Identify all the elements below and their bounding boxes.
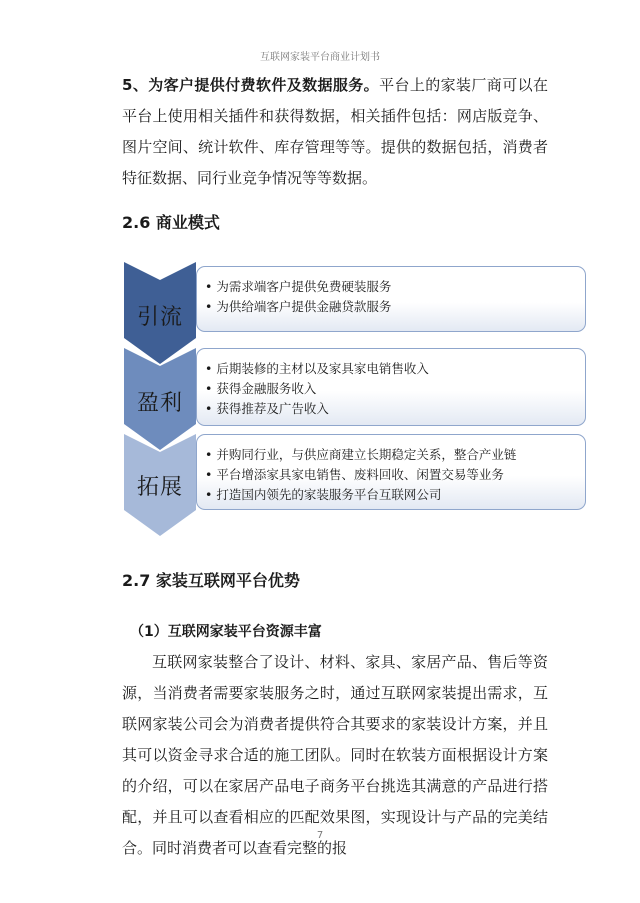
- intro-text: 平台上的家装厂商可以在平台上使用相关插件和获得数据，相关插件包括：网店版竞争、图片空间、统计软件、库存管理等等。提供的数据包括，消费者特征数据、同行业竞争情况等等数据。: [122, 76, 548, 187]
- stage-item: • 打造国内领先的家装服务平台互联网公司: [205, 485, 585, 505]
- section-2-7-title: 2.7 家装互联网平台优势: [122, 571, 300, 590]
- stage-label-expansion: 拓展: [136, 475, 183, 500]
- stage-item: • 平台增添家具家电销售、废料回收、闲置交易等业务: [205, 465, 585, 485]
- stage-item: • 为需求端客户提供免费硬装服务: [205, 277, 585, 297]
- stage-label-traffic: 引流: [136, 305, 183, 330]
- stage-item: • 后期装修的主材以及家具家电销售收入: [205, 359, 585, 379]
- intro-lead: 5、为客户提供付费软件及数据服务。: [122, 76, 380, 94]
- stage-box-profit: [196, 348, 586, 426]
- stage-label-profit: 盈利: [136, 391, 183, 416]
- section-2-6-title: 2.6 商业模式: [122, 213, 220, 232]
- stage-box-traffic: [196, 266, 586, 332]
- stage-item: • 获得金融服务收入: [205, 379, 585, 399]
- stage-item: • 为供给端客户提供金融贷款服务: [205, 297, 585, 317]
- stage-box-expansion: [196, 434, 586, 510]
- intro-paragraph: [122, 70, 548, 194]
- stage-item: • 并购同行业，与供应商建立长期稳定关系，整合产业链: [205, 445, 585, 465]
- stage-item: • 获得推荐及广告收入: [205, 399, 585, 419]
- page-header: 互联网家装平台商业计划书: [260, 52, 380, 63]
- subsection-1-title: （1）互联网家装平台资源丰富: [130, 624, 322, 640]
- business-model-diagram: [124, 262, 594, 542]
- body-paragraph: 互联网家装整合了设计、材料、家具、家居产品、售后等资源，当消费者需要家装服务之时，通过互联网家装提出需求，互联网家装公司会为消费者提供符合其要求的家装设计方案，并且其可以资金寻求合适的施工团队。同时在软装方面根据设计方案的介绍，可以在家居产品电子商务平台挑选其满意的产品进行搭配，并且可以查看相应的匹配效果图，实现设计与产品的完美结合。同时消费者可以查看完整的报: [122, 653, 548, 857]
- page-number: 7: [316, 830, 324, 841]
